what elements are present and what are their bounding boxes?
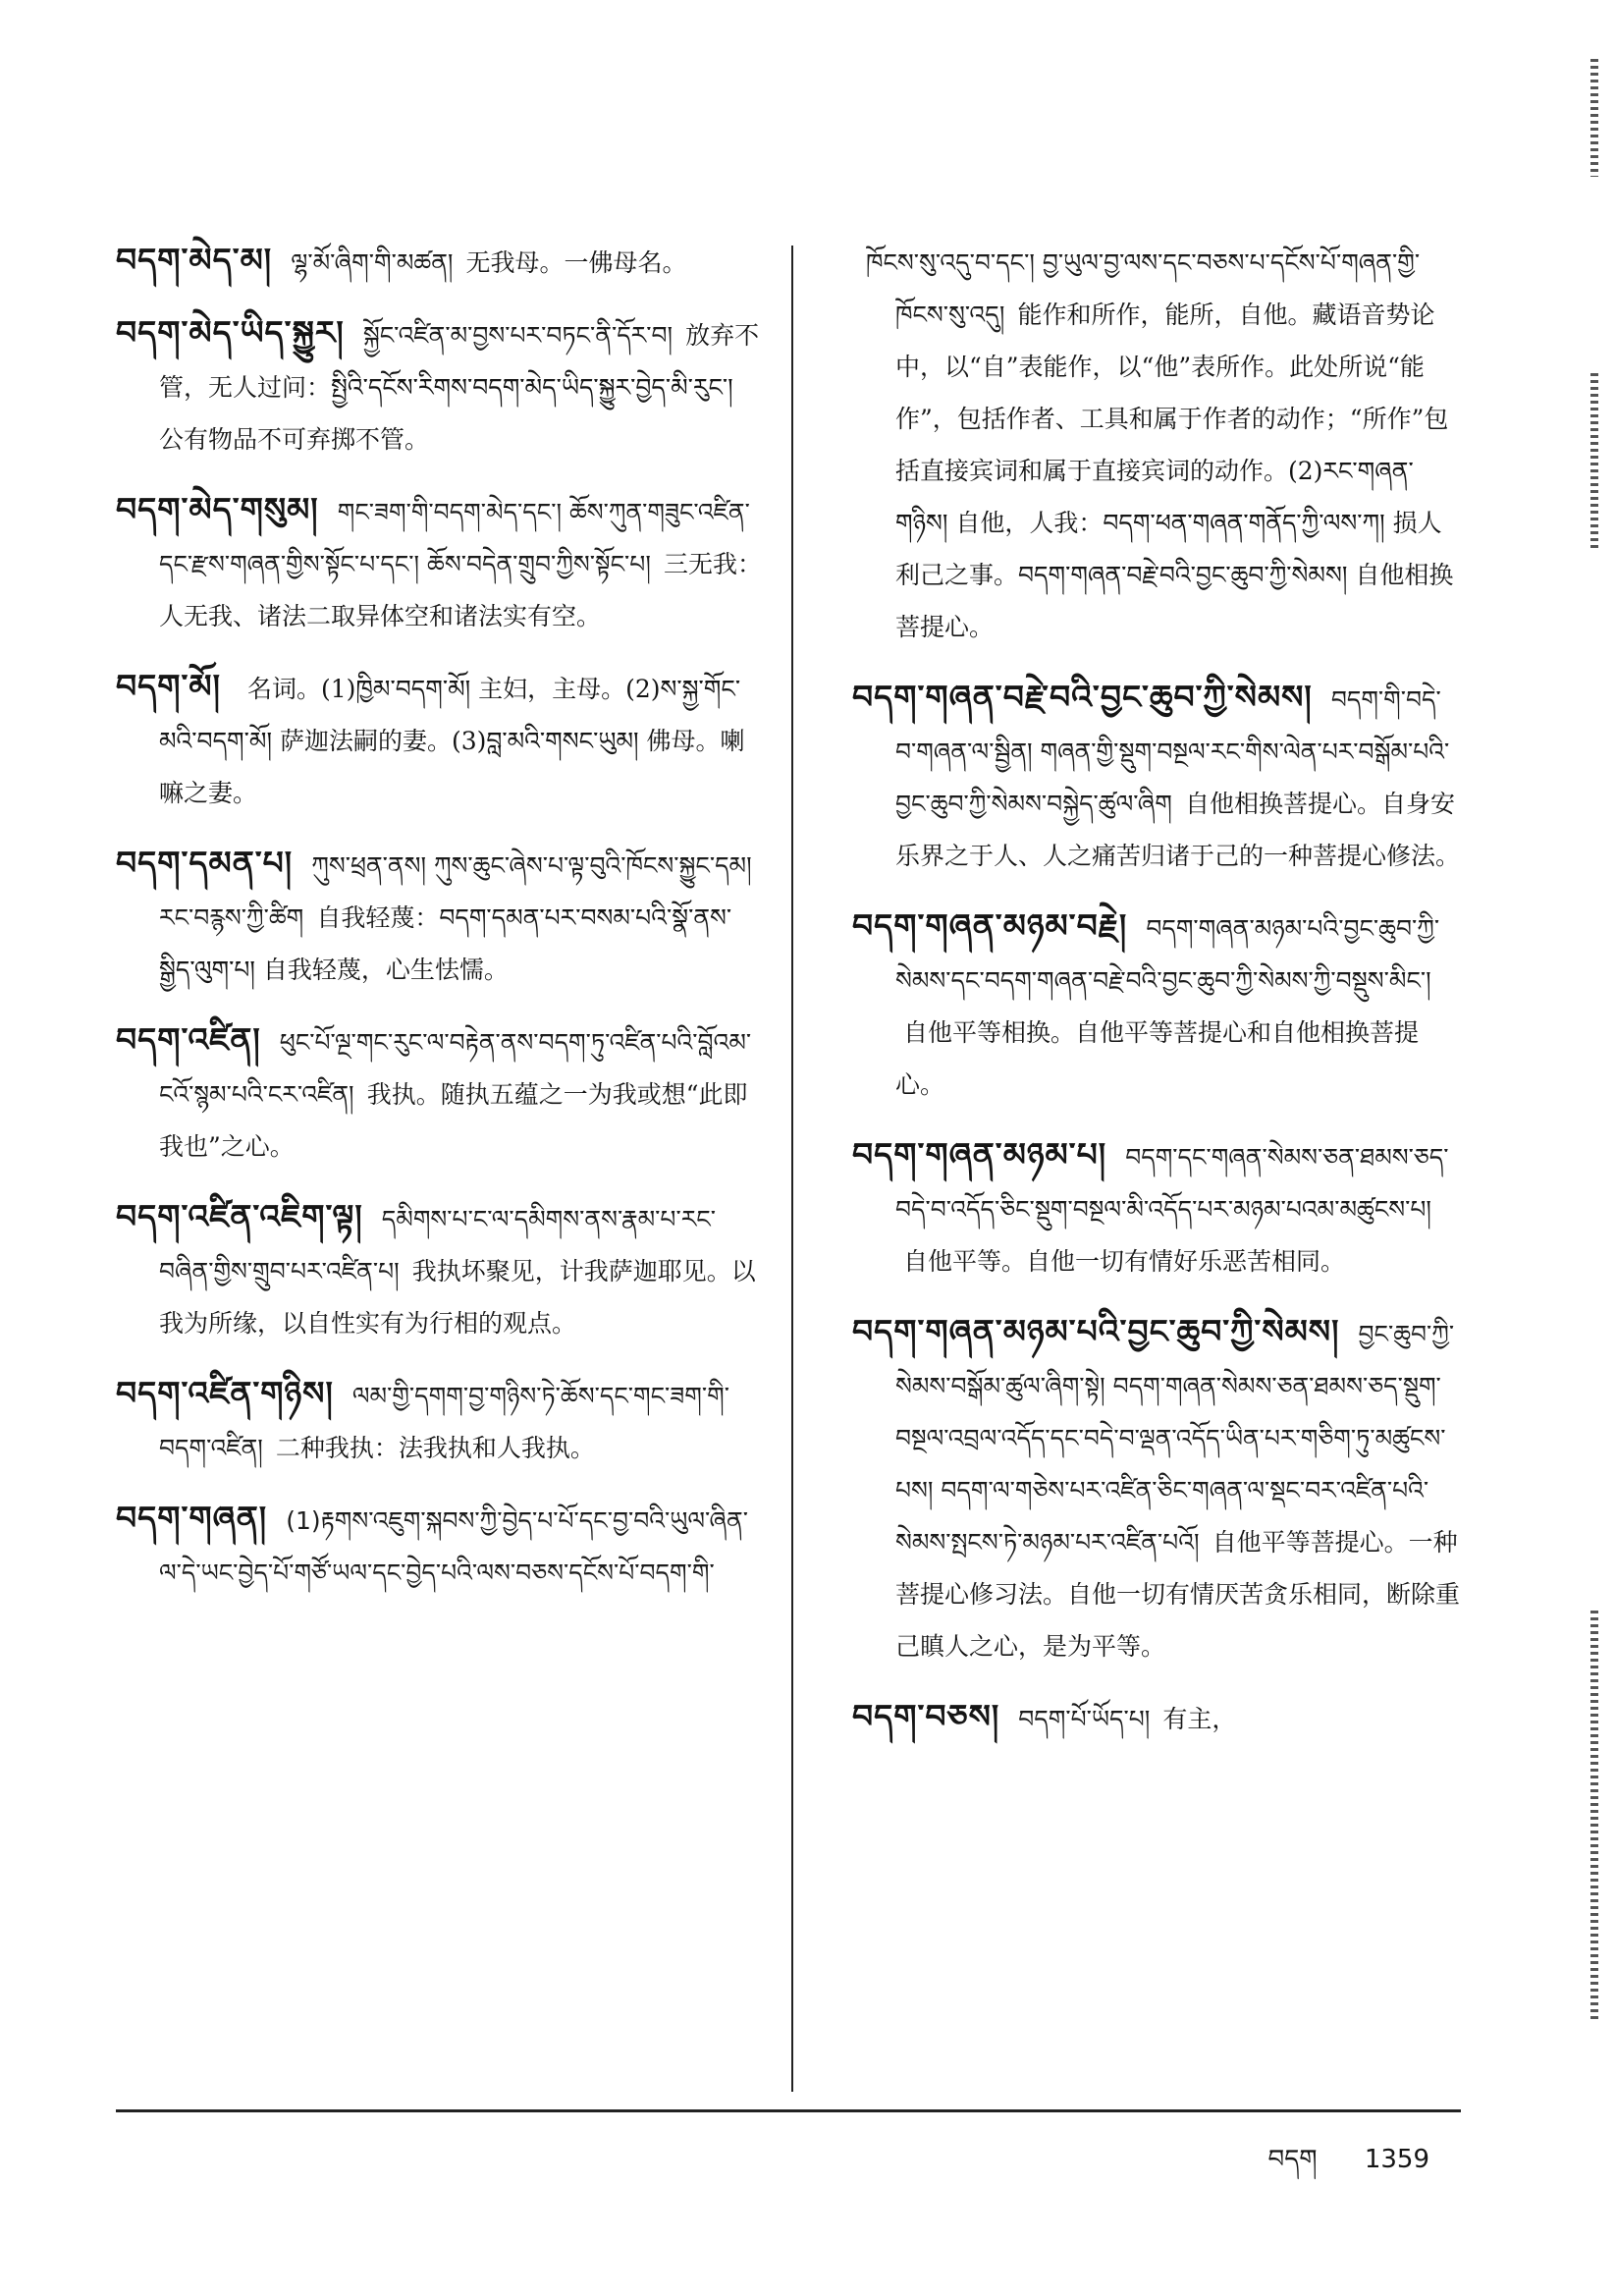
chinese-gloss: 自他平等菩提心。一种菩提心修习法。自他一切有情厌苦贪乐相同，断除重己瞋人之心，是为平等。 [895, 1528, 1461, 1661]
chinese-gloss: 自他平等。自他一切有情好乐恶苦相同。 [903, 1247, 1346, 1276]
entry-continued [852, 236, 1461, 655]
headword: བདག་གཞན་མཉམ་པ། [852, 1135, 1107, 1174]
chinese-gloss: 自他相换菩提心。自身安乐界之于人、人之痛苦归诸于己的一种菩提心修法。 [895, 790, 1461, 870]
entry-1 [116, 308, 764, 467]
headword: བདག་གཞན་བརྗེ་བའི་བྱང་ཆུབ་ཀྱི་སེམས། [852, 678, 1313, 716]
tibetan-definition: བདག་གི་བདེ་བ་གཞན་ལ་སྦྱིན། གཞན་གྱི་སྡུག་བསྔལ་རང་གིས་ལེན་པར་བསྒོམ་པའི་བྱང་ཆུབ་ཀྱི་སེམས་བསྐྱེད་ཚུལ་ཞིག [895, 685, 1450, 818]
chinese-gloss: 自他平等相换。自他平等菩提心和自他相换菩提心。 [895, 1018, 1420, 1099]
entry-0 [116, 236, 764, 291]
headword: བདག་མེད་ཡིད་སྐྱུར། [116, 313, 345, 352]
tibetan-definition: བདག་དང་གཞན་སེམས་ཅན་ཐམས་ཅད་བདེ་བ་འདོད་ཅིང་སྡུག་བསྔལ་མི་འདོད་པར་མཉམ་པའམ་མཚུངས་པ། [895, 1143, 1449, 1224]
tibetan-definition: ཕུང་པོ་ལྔ་གང་རུང་ལ་བརྟེན་ནས་བདག་ཏུ་འཛིན་པའི་བློའམ་ངའོ་སྙམ་པའི་ངར་འཛིན། [159, 1028, 752, 1109]
chinese-gloss: 三无我：人无我、诸法二取异体空和诸法实有空。 [159, 550, 762, 630]
scan-edge-mark [1590, 373, 1598, 550]
tibetan-definition: (1)རྟགས་འཇུག་སྐབས་ཀྱི་བྱེད་པ་པོ་དང་བྱ་བའི་ཡུལ་ཞིན་ལ་དེ་ཡང་བྱེད་པོ་གཙོ་ཡལ་དང་བྱེད་པའི་ལས་བཅས་དངོས་པོ་བདག་གི་ [159, 1506, 748, 1587]
tibetan-definition: དམིགས་པ་ང་ལ་དམིགས་ནས་རྣམ་པ་རང་བཞིན་གྱིས་གྲུབ་པར་འཛིན་པ། [159, 1205, 716, 1285]
scan-edge-mark [1590, 1611, 1598, 2023]
entry-10 [852, 902, 1461, 1113]
headword: བདག་གཞན་མཉམ་བརྗེ། [852, 906, 1128, 945]
tibetan-definition: ལམ་གྱི་དགག་བྱ་གཉིས་ཏེ་ཆོས་དང་གང་ཟག་གི་བདག་འཛིན། [159, 1382, 729, 1462]
tibetan-definition: བྱང་ཆུབ་ཀྱི་སེམས་བསྒོམ་ཚུལ་ཞིག་སྟེ། བདག་གཞན་སེམས་ཅན་ཐམས་ཅད་སྡུག་བསྔལ་འབྲལ་འདོད་དང་བདེ་བ་ལྡན་འདོད་ཡིན་པར་གཅིག་ཏུ་མཚུངས་པས། བདག་ལ་གཅེས་པར་འཛིན་ཅིང་གཞན་ལ་སྡང་བར་འཛིན་པའི་སེམས་སྤངས་ཏེ་མཉམ་པར་འཛིན་པའོ། [895, 1320, 1455, 1557]
running-head-word: བདག [1267, 2145, 1318, 2174]
entry-12 [852, 1307, 1461, 1674]
entry-2 [116, 485, 764, 644]
chinese-gloss: 放弃不管，无人过问：སྤྱིའི་དངོས་རིགས་བདག་མེད་ཡིད་སྐྱུར་བྱེད་མི་རུང་། 公有物品不可弃掷不管。 [159, 321, 760, 454]
column-divider [791, 246, 793, 2092]
entry-7 [116, 1369, 764, 1476]
entry-8 [116, 1494, 764, 1601]
left-column [116, 236, 764, 1618]
chinese-gloss: 无我母。一佛母名。 [465, 248, 687, 277]
headword: བདག་མོ། [116, 667, 221, 705]
tibetan-definition: ཀུས་ཕྲན་ནས། ཀུས་ཆུང་ཞེས་པ་ལྟ་བུའི་ཁོངས་སྐྱུང་དམ། རང་བརྙས་ཀྱི་ཚིག [159, 851, 752, 932]
page-number: 1359 [1364, 2145, 1429, 2174]
headword: བདག་གཞན། [116, 1499, 268, 1537]
entry-6 [116, 1192, 764, 1351]
chinese-gloss: 能作和所作，能所，自他。藏语音势论中，以“自”表能作，以“他”表所作。此处所说“能作”，包括作者、工具和属于作者的动作；“所作”包括直接宾词和属于直接宾词的动作。(2)རང་གཞན་གཉིས། 自他，人我：བདག་ཕན་གཞན་གནོད་ཀྱི་ལས་ཀ། 损人利己之事。བདག་གཞན་བརྗེ་བའི་བྱང་ཆུབ་ཀྱི་སེམས། 自他相换菩提心。 [895, 301, 1454, 641]
headword: བདག་འཛིན། [116, 1020, 261, 1059]
chinese-gloss: 名词。(1)ཁྱིམ་བདག་མོ། 主妇，主母。(2)ས་སྐྱ་གོང་མའི་བདག་མོ། 萨迦法嗣的妻。(3)བླ་མའི་གསང་ཡུམ། 佛母。喇嘛之妻。 [159, 675, 745, 807]
entry-13 [852, 1692, 1461, 1747]
entry-3 [116, 662, 764, 821]
tibetan-definition: གང་ཟག་གི་བདག་མེད་དང་། ཆོས་ཀུན་གཟུང་འཛིན་དང་རྫས་གཞན་གྱིས་སྟོང་པ་དང་། ཆོས་བདེན་གྲུབ་ཀྱིས་སྟོང་པ། [159, 498, 750, 578]
tibetan-definition: སྐྱོང་འཛིན་མ་བྱས་པར་བཏང་ནི་དོར་བ། [362, 321, 673, 350]
chinese-gloss: 我执坏聚见，计我萨迦耶见。以我为所缘，以自性实有为行相的观点。 [159, 1257, 756, 1338]
headword: བདག་གཞན་མཉམ་པའི་བྱང་ཆུབ་ཀྱི་སེམས། [852, 1312, 1340, 1350]
tibetan-definition: ཁོངས་སུ་འདུ་བ་དང་། བྱ་ཡུལ་བྱ་ལས་དང་བཅས་པ་དངོས་པོ་གཞན་གྱི་ཁོངས་སུ་འདུ། [866, 248, 1421, 329]
footer-rule [116, 2109, 1461, 2112]
entry-9 [852, 673, 1461, 884]
entry-11 [852, 1130, 1461, 1289]
headword: བདག་དམན་པ། [116, 844, 294, 882]
entry-4 [116, 839, 764, 998]
headword: བདག་མེད་མ། [116, 241, 273, 279]
page-footer [1268, 2131, 1429, 2203]
headword: བདག་བཅས། [852, 1697, 1000, 1735]
chinese-gloss: 有主， [1162, 1705, 1237, 1733]
right-column [852, 236, 1461, 1765]
headword: བདག་མེད་གསུམ། [116, 490, 319, 528]
headword: བདག་འཛིན་འཇིག་ལྟ། [116, 1197, 363, 1235]
tibetan-definition: ལྷ་མོ་ཞིག་གི་མཚན། [291, 248, 454, 277]
tibetan-definition: བདག་གཞན་མཉམ་པའི་བྱང་ཆུབ་ཀྱི་སེམས་དང་བདག་གཞན་བརྗེ་བའི་བྱང་ཆུབ་ཀྱི་སེམས་ཀྱི་བསྡུས་མིང་། [895, 914, 1440, 995]
headword: བདག་འཛིན་གཉིས། [116, 1374, 334, 1412]
chinese-gloss: 自我轻蔑：བདག་དམན་པར་བསམ་པའི་སྣོ་ནས་སྒྱིད་ལུག་པ། 自我轻蔑，心生怯懦。 [159, 903, 732, 984]
tibetan-definition: བདག་པོ་ཡོད་པ། [1018, 1705, 1151, 1733]
chinese-gloss: 二种我执：法我执和人我执。 [275, 1434, 595, 1462]
scan-edge-mark [1590, 59, 1598, 177]
entry-5 [116, 1015, 764, 1175]
chinese-gloss: 我执。随执五蕴之一为我或想“此即我也”之心。 [159, 1080, 748, 1161]
